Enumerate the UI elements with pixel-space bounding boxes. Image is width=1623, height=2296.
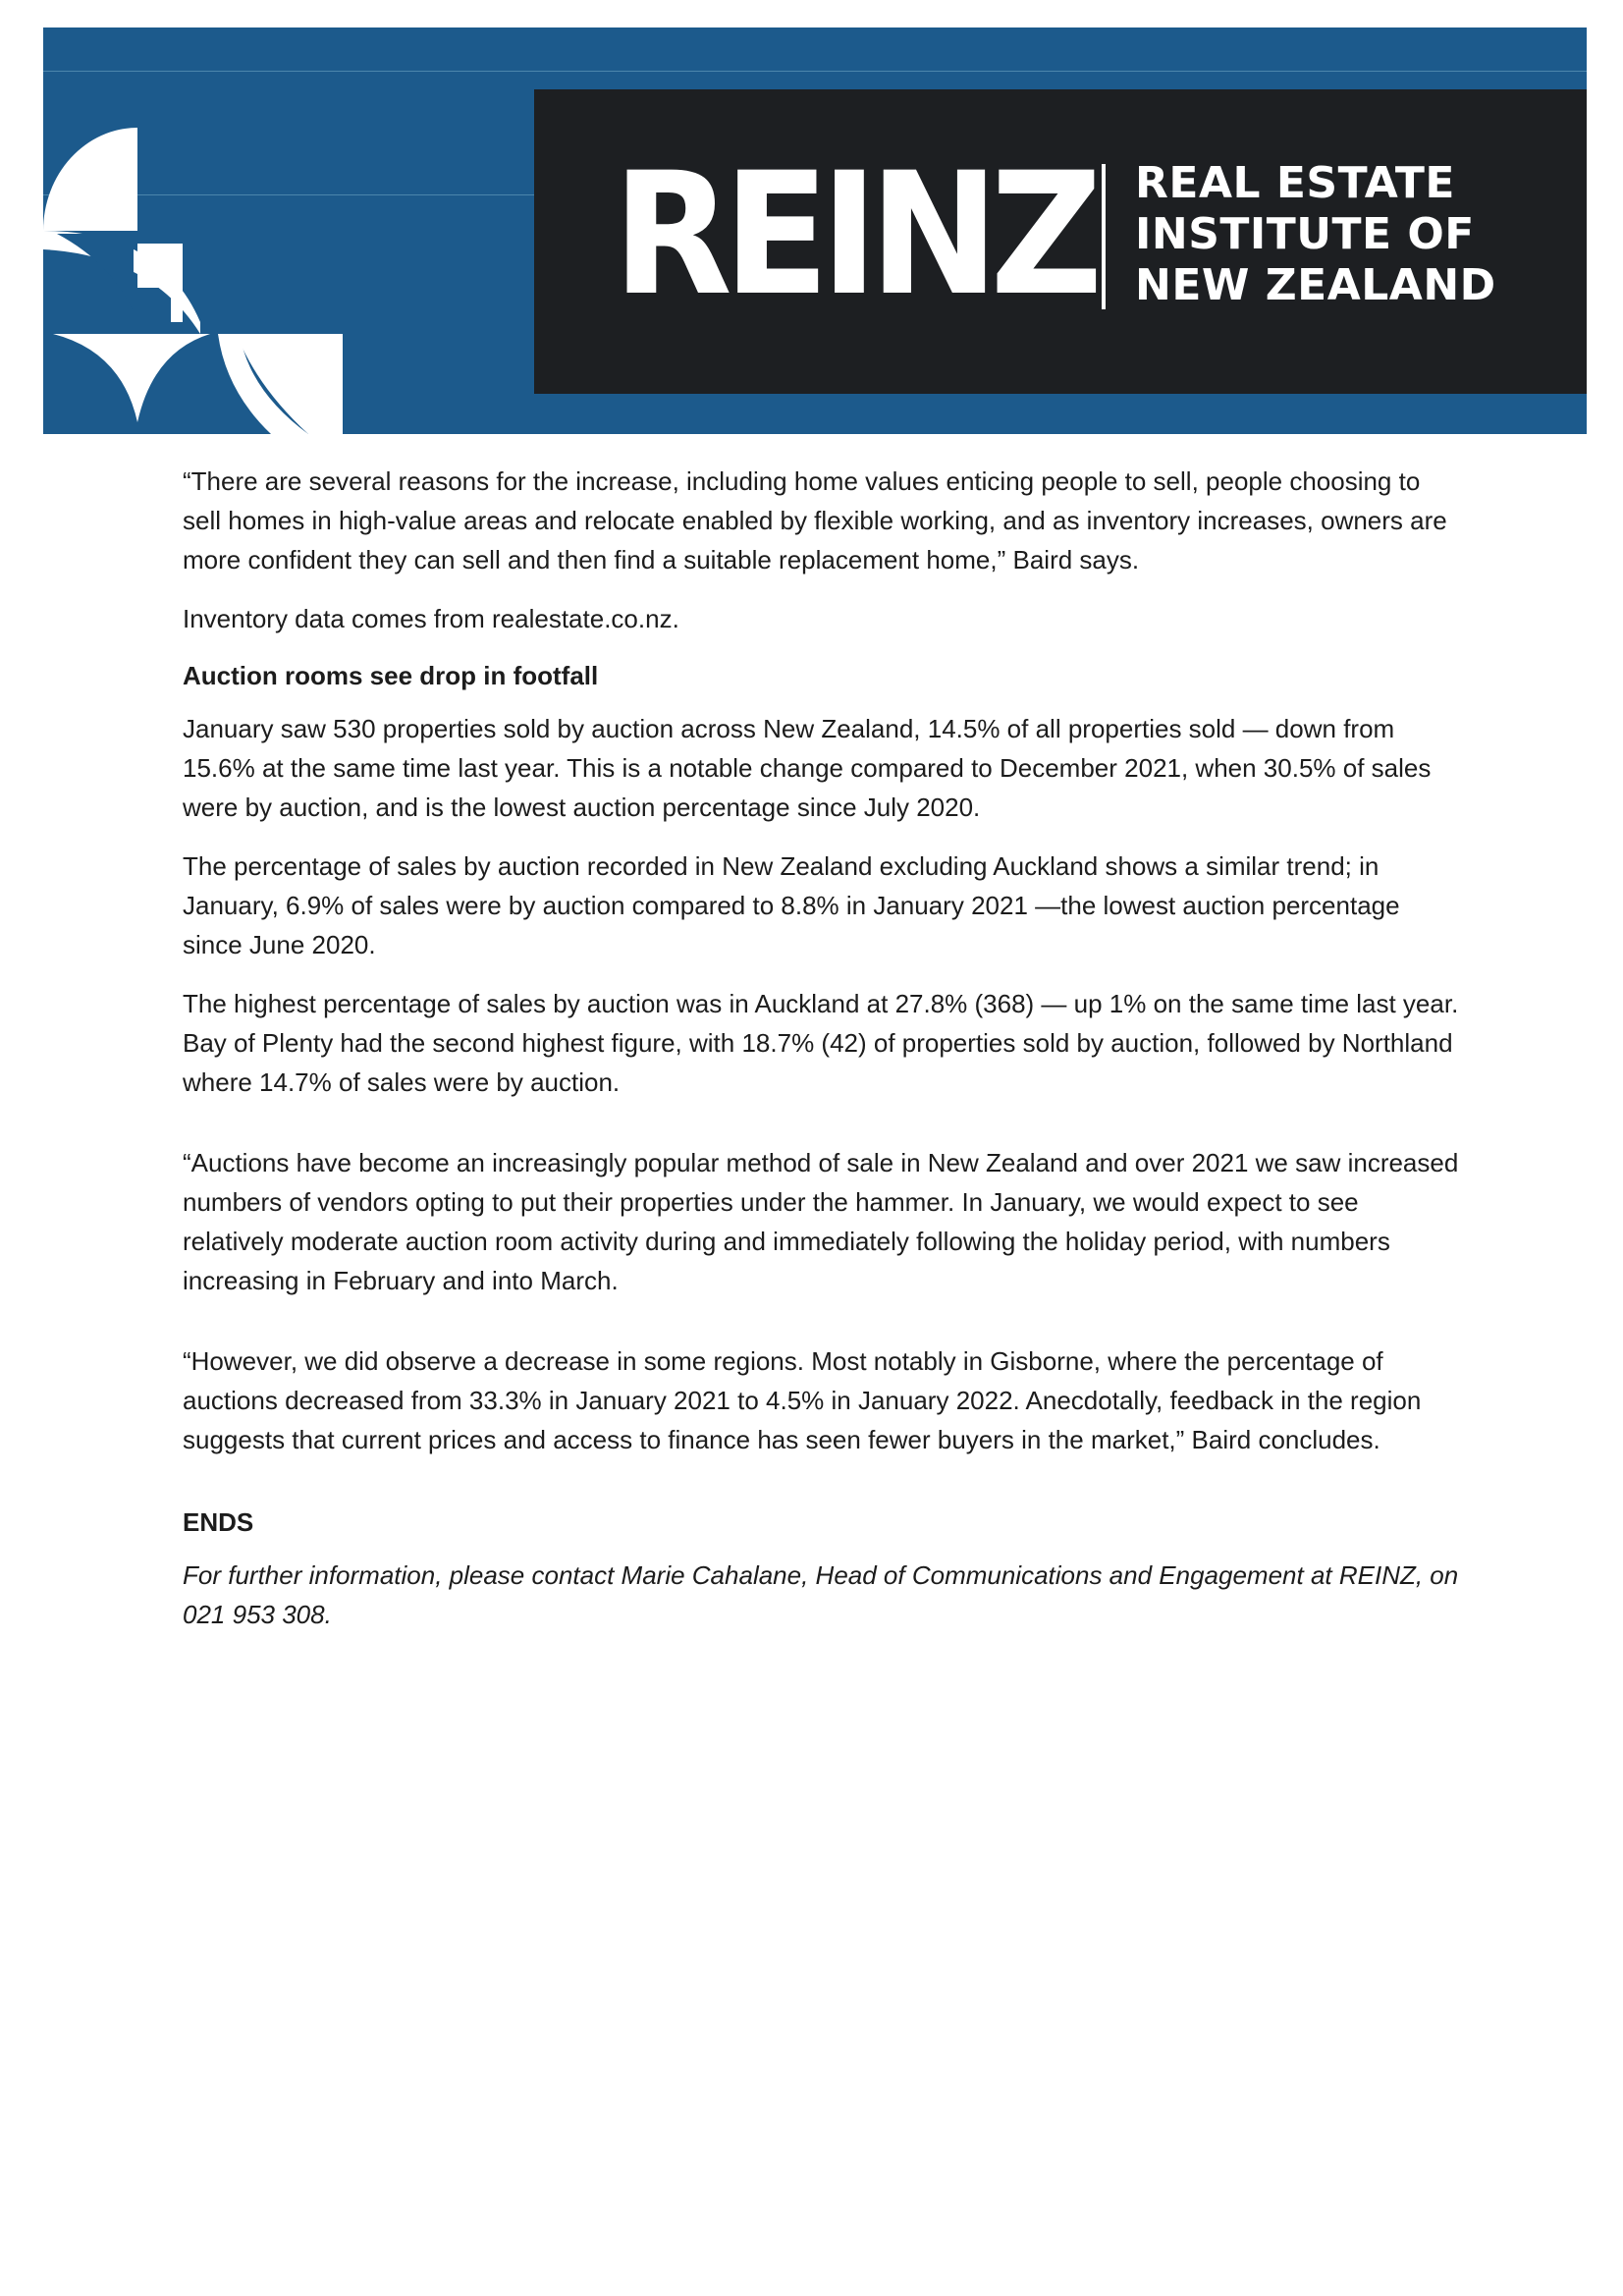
paragraph: The highest percentage of sales by auction was in Auckland at 27.8% (368) — up 1% on the same time last year. Bay of Plenty had the second highest figure, with 18.7% (42) of properties sold by auction, followed by Northland where 14.7% of sales were by auction. (183, 989, 1459, 1097)
quote-paragraph: “However, we did observe a decrease in some regions. Most notably in Gisborne, where the percentage of auctions decreased from 33.3% in January 2021 to 4.5% in January 2022. Anecdotally, feedback in the region suggests that current prices and access to finance has seen fewer buyers in the market,” Baird concludes. (183, 1346, 1422, 1454)
tagline-line: REAL ESTATE (1135, 158, 1455, 208)
quarter-circle-shape (43, 128, 137, 231)
tagline-line: INSTITUTE OF (1135, 209, 1475, 259)
header-banner (43, 27, 1587, 434)
reinz-logo-wordmark: REINZ (613, 136, 1095, 333)
contact-info: For further information, please contact Marie Cahalane, Head of Communications and Engagement at REINZ, on 021 953 308. (183, 1560, 1459, 1629)
press-release-body (183, 462, 1459, 1654)
logo-divider (1102, 164, 1106, 309)
tagline-line: NEW ZEALAND (1135, 260, 1496, 310)
geometric-shapes-graphic (43, 27, 367, 434)
logo-panel (534, 89, 1587, 394)
quote-paragraph: “There are several reasons for the increase, including home values enticing people to sell, people choosing to sell homes in high-value areas and relocate enabled by flexible working, and as inventory increases, owners are more confident they can sell and then find a suitable replacement home,” Baird says. (183, 466, 1447, 574)
section-heading: Auction rooms see drop in footfall (183, 661, 599, 690)
source-paragraph: Inventory data comes from realestate.co.nz. (183, 604, 679, 633)
quote-paragraph: “Auctions have become an increasingly popular method of sale in New Zealand and over 2021 we saw increased numbers of vendors opting to put their properties under the hammer. In January, we would expect to see relatively moderate auction room activity during and immediately following the holiday period, with numbers increasing in February and into March. (183, 1148, 1459, 1295)
paragraph: January saw 530 properties sold by auction across New Zealand, 14.5% of all properties sold — down from 15.6% at the same time last year. This is a notable change compared to December 2021, when 30.5% of sales were by auction, and is the lowest auction percentage since July 2020. (183, 714, 1432, 822)
ends-marker: ENDS (183, 1507, 254, 1537)
lower-triangle-shape (53, 334, 210, 422)
logo-tagline (1135, 158, 1496, 311)
paragraph: The percentage of sales by auction recorded in New Zealand excluding Auckland shows a similar trend; in January, 6.9% of sales were by auction compared to 8.8% in January 2021 —the lowest auction percentage since June 2020. (183, 851, 1400, 959)
